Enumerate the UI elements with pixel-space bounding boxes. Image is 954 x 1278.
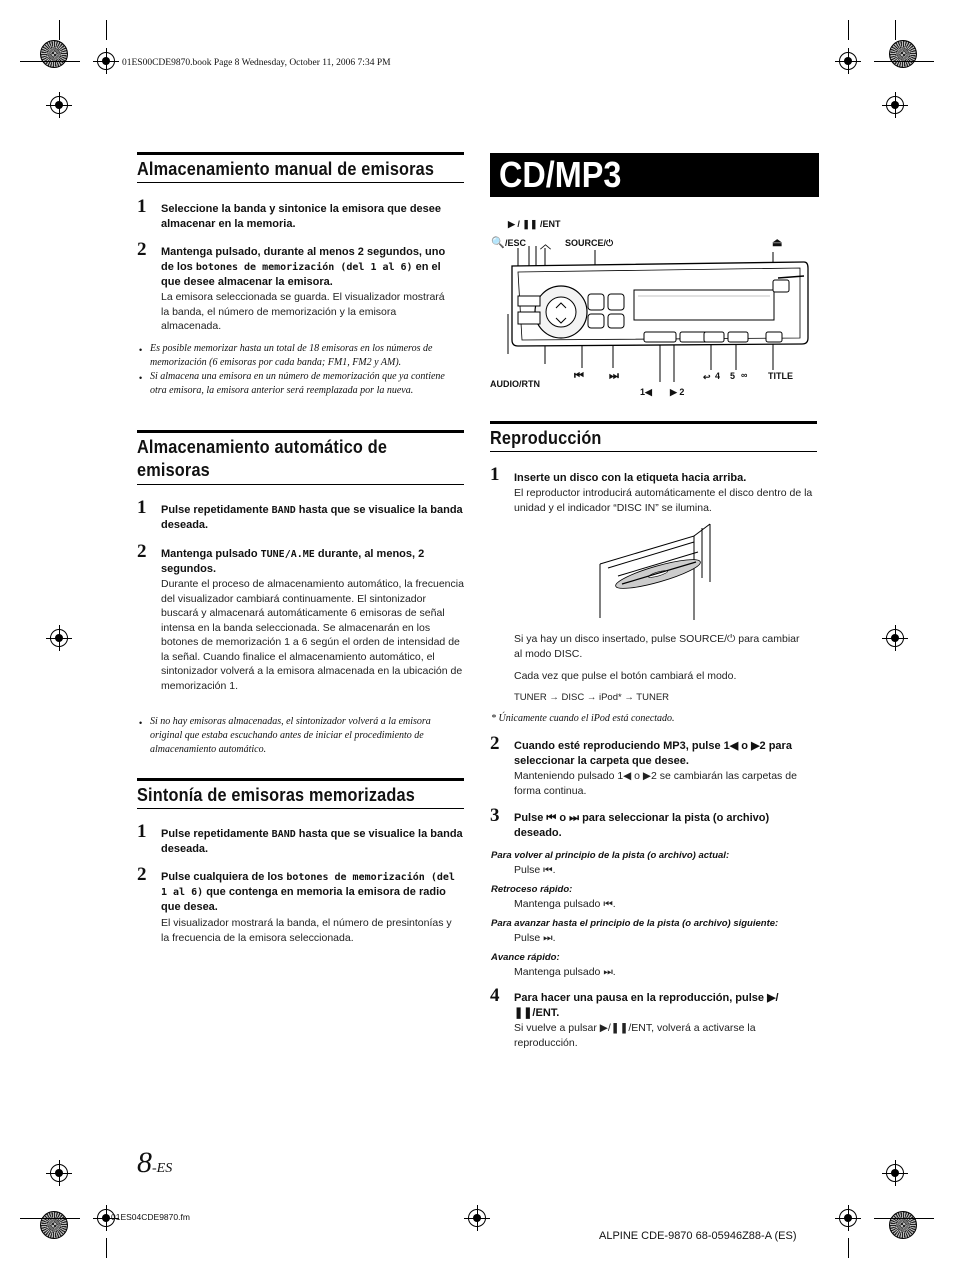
- hint-text: Pulse ⏭.: [514, 932, 556, 944]
- section-title: Almacenamiento automático de emisoras: [137, 436, 388, 480]
- repeat-icon: ↩: [703, 372, 711, 382]
- step-number: 2: [137, 239, 147, 260]
- bullet: •: [139, 718, 143, 728]
- registration-mark: [464, 1205, 490, 1231]
- trim-line: [106, 1238, 107, 1258]
- mode-cycle: TUNER → DISC → iPod* → TUNER: [514, 692, 670, 703]
- hint-heading: Retroceso rápido:: [491, 884, 573, 895]
- step-text: Pulse cualquiera de los botones de memorización (del 1 al 6) que contenga en memoria la emisora de radio que desea.: [161, 871, 455, 913]
- next-track-icon: ⏭: [609, 370, 619, 382]
- hint-heading: Para avanzar hasta el principio de la pista (o archivo) siguiente:: [491, 918, 779, 929]
- step-number: 1: [137, 821, 147, 842]
- step-text: Mantenga pulsado TUNE/A.ME durante, al menos, 2 segundos.: [161, 548, 425, 575]
- color-registration-disc: [889, 40, 917, 68]
- registration-mark: [46, 625, 72, 651]
- registration-mark: [46, 92, 72, 118]
- section-rule: [137, 152, 464, 155]
- section-rule: [490, 451, 817, 452]
- color-registration-disc: [889, 1211, 917, 1239]
- registration-mark: [46, 1160, 72, 1186]
- step-detail: La emisora seleccionada se guarda. El visualizador mostrará la banda, el número de memorización y la emisora almacenada.: [161, 291, 445, 332]
- note: Es posible memorizar hasta un total de 18 emisoras en los números de memorización (6 emisoras por cada banda; FM1, FM2 y AM).: [150, 343, 433, 368]
- section-rule: [137, 182, 464, 183]
- step-number: 1: [490, 464, 500, 485]
- section-title: Reproducción: [490, 427, 602, 448]
- trim-line: [20, 1218, 80, 1219]
- trim-line: [874, 1218, 934, 1219]
- trim-line: [874, 61, 934, 62]
- registration-mark: [835, 1205, 861, 1231]
- car-stereo-diagram: [488, 246, 818, 386]
- step-number: 2: [137, 541, 147, 562]
- preset-5-label: 5: [730, 371, 736, 381]
- step-text: Cuando esté reproduciendo MP3, pulse 1◀ o ▶2 para seleccionar la carpeta que desee.: [514, 740, 792, 767]
- eject-icon: ⏏: [772, 237, 783, 249]
- step-number: 3: [490, 805, 500, 826]
- section-title: Almacenamiento manual de emisoras: [137, 158, 435, 179]
- file-info: 01ES00CDE9870.book Page 8 Wednesday, October 11, 2006 7:34 PM: [122, 58, 391, 68]
- esc-label: /ESC: [505, 238, 527, 248]
- audio-rtn-label: AUDIO/RTN: [490, 379, 540, 389]
- hint-text: Mantenga pulsado ⏮.: [514, 898, 616, 910]
- bullet: •: [139, 373, 143, 383]
- section-rule: [137, 778, 464, 781]
- step-text: Pulse repetidamente BAND hasta que se visualice la banda deseada.: [161, 504, 463, 531]
- step-text: Para hacer una pausa en la reproducción, pulse ▶/❚❚/ENT.: [514, 992, 779, 1019]
- step-text: Pulse ⏮ o ⏭ para seleccionar la pista (o archivo) deseado.: [514, 812, 770, 839]
- bullet: •: [139, 345, 143, 355]
- registration-mark: [882, 92, 908, 118]
- preset-4-label: 4: [715, 371, 721, 381]
- paragraph: Si ya hay un disco insertado, pulse SOURCE/⏻ para cambiar al modo DISC.: [514, 633, 800, 660]
- up-arrow-label: ︿: [540, 239, 551, 251]
- step-text: Mantenga pulsado, durante al menos 2 segundos, uno de los botones de memorización (del 1 al 6) en el que desee almacenar la emisora.: [161, 246, 446, 288]
- step-detail: Si vuelve a pulsar ▶/❚❚/ENT, volverá a activarse la reproducción.: [514, 1022, 756, 1049]
- chapter-title: CD/MP3: [499, 154, 622, 195]
- step-text: Pulse repetidamente BAND hasta que se visualice la banda deseada.: [161, 828, 463, 855]
- section-title: Sintonía de emisoras memorizadas: [137, 784, 415, 805]
- source-power-label: SOURCE/⏻: [565, 238, 614, 248]
- hint-heading: Avance rápido:: [491, 952, 560, 963]
- hint-text: Pulse ⏮.: [514, 864, 556, 876]
- section-rule: [137, 808, 464, 809]
- trim-line: [848, 20, 849, 40]
- registration-mark: [835, 48, 861, 74]
- paragraph: Cada vez que pulse el botón cambiará el modo.: [514, 670, 737, 682]
- hint-heading: Para volver al principio de la pista (o archivo) actual:: [491, 850, 730, 861]
- chapter-title-bar: [490, 153, 819, 197]
- step-detail: El visualizador mostrará la banda, el número de presintonías y la frecuencia de la emisora seleccionada.: [161, 917, 452, 944]
- footer-file: 01ES04CDE9870.fm: [111, 1212, 190, 1222]
- magnifier-icon: 🔍: [491, 237, 505, 249]
- registration-mark: [882, 625, 908, 651]
- step-number: 4: [490, 985, 500, 1006]
- registration-mark: [882, 1160, 908, 1186]
- footnote: * Únicamente cuando el iPod está conectado.: [491, 713, 675, 724]
- step-detail: Durante el proceso de almacenamiento automático, la frecuencia del visualizador cambiará continuamente. El sintonizador buscará y almacenará automáticamente 6 emisoras de señal intensa en la banda seleccionada. Se almacenarán en los botones de memorización 1 a 6 según el orden de intensidad de la señal. Cuando finalice el almacenamiento automático, el sintonizador volverá a la emisora almacenada en la ubicación de memorización 1.: [161, 578, 464, 692]
- note: Si almacena una emisora en un número de memorización que ya contiene otra emisora, la emisora anterior será reemplazada por la nueva.: [150, 371, 445, 396]
- disc-insert-illustration: [598, 522, 718, 624]
- page-number: [137, 1146, 172, 1180]
- trim-line: [20, 61, 80, 62]
- color-registration-disc: [40, 1211, 68, 1239]
- color-registration-disc: [40, 40, 68, 68]
- trim-line: [106, 20, 107, 40]
- step-number: 2: [490, 733, 500, 754]
- step-text: Inserte un disco con la etiqueta hacia arriba.: [514, 472, 747, 484]
- note: Si no hay emisoras almacenadas, el sintonizador volverá a la emisora original que estaba escuchando antes de iniciar el procedimiento de almacenamiento automático.: [150, 716, 431, 755]
- step-detail: El reproductor introducirá automáticamente el disco dentro de la unidad y el indicador “DISC IN” se ilumina.: [514, 487, 813, 514]
- preset-2-label: ▶ 2: [670, 387, 685, 397]
- trim-line: [59, 20, 60, 40]
- hint-text: Mantenga pulsado ⏭.: [514, 966, 616, 978]
- registration-mark: [93, 48, 119, 74]
- section-rule: [490, 421, 817, 424]
- shuffle-icon: ∞: [741, 370, 748, 380]
- prev-track-icon: ⏮: [574, 370, 584, 382]
- trim-line: [848, 1238, 849, 1258]
- preset-1-label: 1◀: [640, 387, 652, 397]
- trim-line: [895, 20, 896, 40]
- title-label: TITLE: [768, 371, 793, 381]
- page-number-digit: 8: [137, 1146, 152, 1179]
- step-number: 2: [137, 864, 147, 885]
- step-detail: Manteniendo pulsado 1◀ o ▶2 se cambiarán las carpetas de forma continua.: [514, 770, 797, 797]
- step-number: 1: [137, 497, 147, 518]
- step-number: 1: [137, 196, 147, 217]
- footer-model: ALPINE CDE-9870 68-05946Z88-A (ES): [599, 1230, 797, 1242]
- play-pause-ent-label: ▶ / ❚❚ /ENT: [508, 219, 561, 229]
- section-rule: [137, 484, 464, 485]
- section-rule: [137, 430, 464, 433]
- page-number-suffix: -ES: [152, 1161, 173, 1176]
- step-text: Seleccione la banda y sintonice la emisora que desee almacenar en la memoria.: [161, 203, 442, 230]
